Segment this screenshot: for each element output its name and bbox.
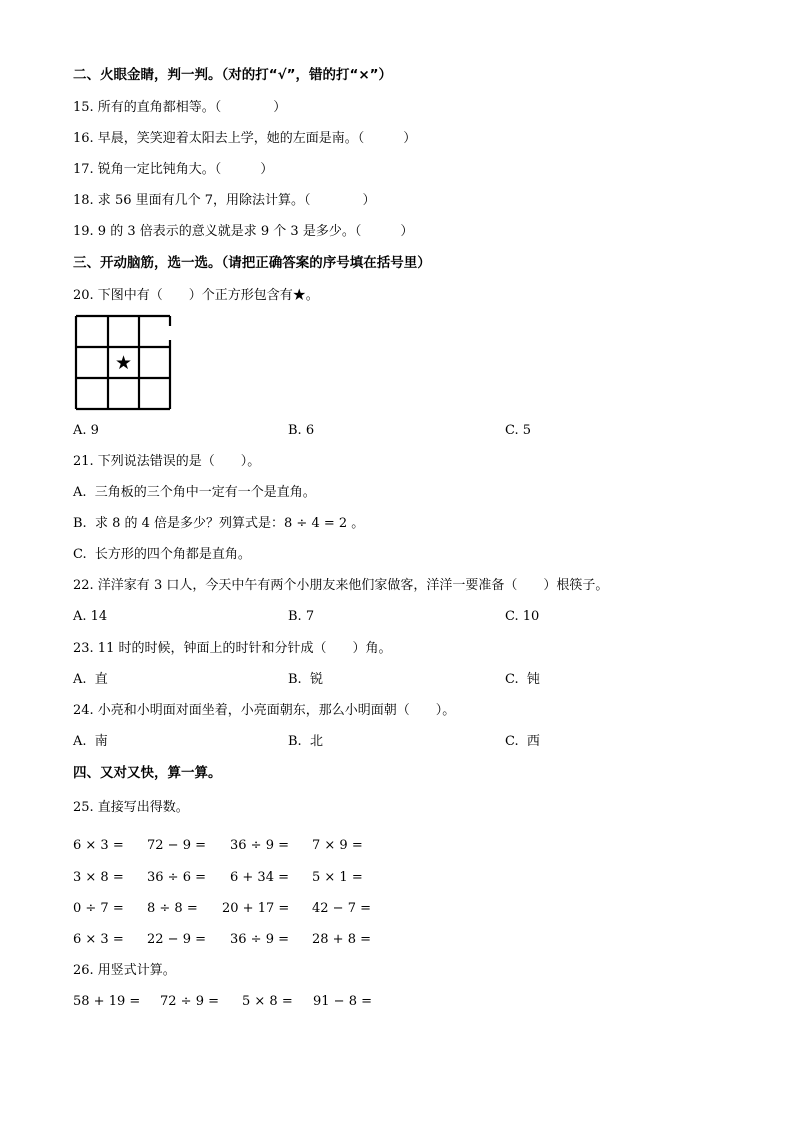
- calc-item: 6 × 3 =: [73, 932, 124, 947]
- q21-option-c: C. 长方形的四个角都是直角。: [73, 547, 251, 562]
- question-24-stem: 24. 小亮和小明面对面坐着，小亮面朝东，那么小明面朝（ ）。: [73, 703, 456, 718]
- calc-item: 22 − 9 =: [147, 932, 206, 947]
- q23-option-c: C. 钝: [505, 672, 540, 687]
- q22-option-b: B. 7: [288, 609, 315, 624]
- q22-option-c: C. 10: [505, 609, 540, 624]
- calc-item: 0 ÷ 7 =: [73, 901, 124, 916]
- calc-item: 5 × 1 =: [312, 870, 363, 885]
- question-20-stem: 20. 下图中有（ ）个正方形包含有★。: [73, 288, 319, 303]
- vertical-calc-item: 58 + 19 =: [73, 994, 141, 1009]
- question-25-stem: 25. 直接写出得数。: [73, 800, 189, 815]
- section-3-heading: 三、开动脑筋，选一选。（请把正确答案的序号填在括号里）: [73, 255, 431, 271]
- question-19: 19. 9 的 3 倍表示的意义就是求 9 个 3 是多少。（ ）: [73, 224, 414, 239]
- calc-item: 8 ÷ 8 =: [147, 901, 198, 916]
- vertical-calc-item: 91 − 8 =: [313, 994, 372, 1009]
- q24-option-c: C. 西: [505, 734, 540, 749]
- q20-option-c: C. 5: [505, 423, 532, 438]
- calc-item: 20 + 17 =: [222, 901, 290, 916]
- question-22-stem: 22. 洋洋家有 3 口人，今天中午有两个小朋友来他们家做客，洋洋一要准备（ ）根筷子。: [73, 578, 609, 593]
- q20-option-a: A. 9: [73, 423, 99, 438]
- section-2-heading: 二、火眼金睛，判一判。（对的打“√”，错的打“×”）: [73, 67, 393, 83]
- q21-option-a: A. 三角板的三个角中一定有一个是直角。: [73, 485, 316, 500]
- calc-item: 36 ÷ 9 =: [230, 838, 289, 853]
- q22-option-a: A. 14: [73, 609, 108, 624]
- calc-item: 7 × 9 =: [312, 838, 363, 853]
- q24-option-a: A. 南: [73, 734, 108, 749]
- vertical-calc-item: 5 × 8 =: [242, 994, 293, 1009]
- calc-item: 72 − 9 =: [147, 838, 206, 853]
- question-21-stem: 21. 下列说法错误的是（ ）。: [73, 454, 261, 469]
- section-4-heading: 四、又对又快，算一算。: [73, 765, 222, 781]
- calc-item: 36 ÷ 9 =: [230, 932, 289, 947]
- q23-option-a: A. 直: [73, 672, 108, 687]
- star-icon: ★: [114, 352, 133, 374]
- calc-item: 6 × 3 =: [73, 838, 124, 853]
- q20-option-b: B. 6: [288, 423, 315, 438]
- calc-item: 42 − 7 =: [312, 901, 371, 916]
- square-grid-figure: [74, 314, 174, 414]
- question-26-stem: 26. 用竖式计算。: [73, 963, 176, 978]
- q24-option-b: B. 北: [288, 734, 323, 749]
- q23-option-b: B. 锐: [288, 672, 323, 687]
- calc-item: 3 × 8 =: [73, 870, 124, 885]
- question-15: 15. 所有的直角都相等。（ ）: [73, 100, 287, 115]
- question-23-stem: 23. 11 时的时候，钟面上的时针和分针成（ ）角。: [73, 641, 392, 656]
- calc-item: 6 + 34 =: [230, 870, 289, 885]
- vertical-calc-item: 72 ÷ 9 =: [160, 994, 219, 1009]
- q21-option-b: B. 求 8 的 4 倍是多少？列算式是：8 ÷ 4 = 2 。: [73, 516, 365, 531]
- calc-item: 36 ÷ 6 =: [147, 870, 206, 885]
- question-18: 18. 求 56 里面有几个 7，用除法计算。（ ）: [73, 193, 376, 208]
- question-17: 17. 锐角一定比钝角大。（ ）: [73, 162, 274, 177]
- calc-item: 28 + 8 =: [312, 932, 371, 947]
- question-16: 16. 早晨，笑笑迎着太阳去上学，她的左面是南。（ ）: [73, 131, 417, 146]
